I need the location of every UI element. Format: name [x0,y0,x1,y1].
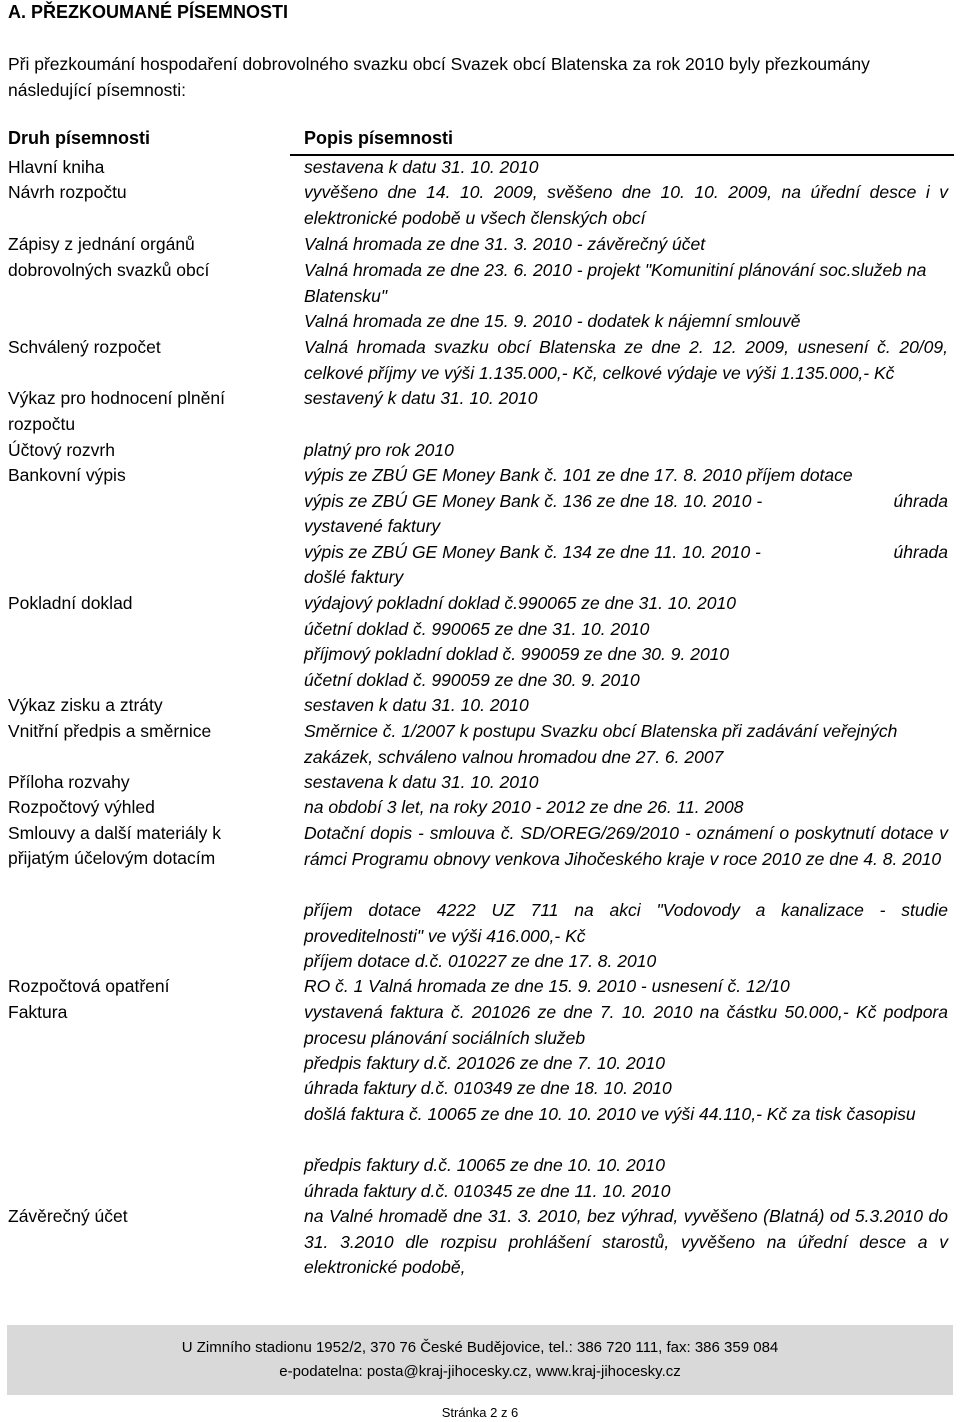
label-uctovy-rozvrh: Účtový rozvrh [8,440,115,460]
label-faktura: Faktura [8,1002,68,1022]
section-heading: A. PŘEZKOUMANÉ PÍSEMNOSTI [8,2,289,22]
page-number: Stránka 2 z 6 [441,1405,519,1420]
desc-zaverecny-ucet: na Valné hromadě dne 31. 3. 2010, bez výhrad, vyvěšeno (Blatná) od 5.3.2010 do 31. 3.2010 dle rozpisu prohlášení starostů, vyvěšeno na úřední desce a v elektronické podobě, [304,1206,948,1278]
desc-bank-vypis-101: výpis ze ZBÚ GE Money Bank č. 101 ze dne 17. 8. 2010 příjem dotace [304,465,853,485]
desc-smlouvy-prijem-dotace: příjem dotace 4222 UZ 711 na akci "Vodovody a kanalizace - studie proveditelnosti" ve výši 416.000,- Kč [304,900,948,946]
label-vykaz-plneni-line1: Výkaz pro hodnocení plnění [8,388,225,408]
label-vykaz-zisku: Výkaz zisku a ztráty [8,695,163,715]
label-schvaleny-rozpocet: Schválený rozpočet [8,337,161,357]
desc-hlavni-kniha: sestavena k datu 31. 10. 2010 [304,157,539,177]
label-smlouvy-line1: Smlouvy a další materiály k [8,823,221,843]
label-hlavni-kniha: Hlavní kniha [8,157,105,177]
label-bankovni-vypis: Bankovní výpis [8,465,126,485]
footer-address: U Zimního stadionu 1952/2, 370 76 České Budějovice, tel.: 386 720 111, fax: 386 359 084 [181,1339,779,1356]
column-header-description: Popis písemnosti [304,128,454,148]
label-rozpoctova-opatreni: Rozpočtová opatření [8,976,170,996]
desc-bank-vypis-134-cont: došlé faktury [304,567,404,587]
label-rozpoctovy-vyhled: Rozpočtový výhled [8,797,155,817]
desc-pokladni-doklad-3: příjmový pokladní doklad č. 990059 ze dne 30. 9. 2010 [304,644,730,664]
desc-faktura-uhrada-2: úhrada faktury d.č. 010345 ze dne 11. 10. 2010 [304,1181,671,1201]
desc-faktura-predpis-2: předpis faktury d.č. 10065 ze dne 10. 10. 2010 [304,1155,665,1175]
intro-paragraph: Při přezkoumání hospodaření dobrovolného svazku obcí Svazek obcí Blatenska za rok 2010 byly přezkoumány následující písemnosti: [8,54,870,100]
desc-priloha-rozvahy: sestavena k datu 31. 10. 2010 [304,772,539,792]
label-vnitrni-predpis: Vnitřní předpis a směrnice [8,721,212,741]
label-zapisy-line2: dobrovolných svazků obcí [8,260,210,280]
label-priloha-rozvahy: Příloha rozvahy [8,772,130,792]
desc-vykaz-zisku: sestaven k datu 31. 10. 2010 [304,695,529,715]
label-zaverecny-ucet: Závěrečný účet [8,1206,128,1226]
desc-schvaleny-rozpocet: Valná hromada svazku obcí Blatenska ze dne 2. 12. 2009, usnesení č. 20/09, celkové příjmy ve výši 1.135.000,- Kč, celkové výdaje ve výši 1.135.000,- Kč [304,337,948,383]
label-navrh-rozpoctu: Návrh rozpočtu [8,182,127,202]
desc-faktura-dosla: došlá faktura č. 10065 ze dne 10. 10. 2010 ve výši 44.110,- Kč za tisk časopisu [304,1104,916,1124]
desc-bank-vypis-136-uhrada: úhrada [893,491,948,511]
bank-row-134 [304,540,948,566]
desc-zapisy-valna-hromada-1: Valná hromada ze dne 31. 3. 2010 - závěrečný účet [304,234,706,254]
bank-row-136 [304,489,948,515]
column-header-type: Druh písemnosti [8,128,151,148]
label-vykaz-plneni-line2: rozpočtu [8,414,76,434]
label-pokladni-doklad: Pokladní doklad [8,593,133,613]
desc-faktura-uhrada-1: úhrada faktury d.č. 010349 ze dne 18. 10. 2010 [304,1078,672,1098]
desc-faktura-predpis-1: předpis faktury d.č. 201026 ze dne 7. 10. 2010 [304,1053,665,1073]
desc-rozpoctova-opatreni: RO č. 1 Valná hromada ze dne 15. 9. 2010 - usnesení č. 12/10 [304,976,790,996]
desc-pokladni-doklad-2: účetní doklad č. 990065 ze dne 31. 10. 2010 [304,619,650,639]
label-zapisy-line1: Zápisy z jednání orgánů [8,234,195,254]
desc-faktura-vystavena: vystavená faktura č. 201026 ze dne 7. 10. 2010 na částku 50.000,- Kč podpora procesu plánování sociálních služeb [304,1002,948,1048]
desc-vykaz-plneni: sestavený k datu 31. 10. 2010 [304,388,538,408]
desc-bank-vypis-136: výpis ze ZBÚ GE Money Bank č. 136 ze dne 18. 10. 2010 - [304,491,763,511]
desc-zapisy-valna-hromada-2: Valná hromada ze dne 23. 6. 2010 - projekt "Komunitiní plánování soc.služeb na Blatensku" [304,260,927,306]
label-smlouvy-line2: přijatým účelovým dotacím [8,848,216,868]
desc-bank-vypis-136-cont: vystavené faktury [304,516,441,536]
footer-bar [7,1325,953,1395]
desc-pokladni-doklad-4: účetní doklad č. 990059 ze dne 30. 9. 2010 [304,670,640,690]
desc-bank-vypis-134: výpis ze ZBÚ GE Money Bank č. 134 ze dne 11. 10. 2010 - [304,542,761,562]
desc-pokladni-doklad-1: výdajový pokladní doklad č.990065 ze dne 31. 10. 2010 [304,593,736,613]
desc-bank-vypis-134-uhrada: úhrada [893,542,948,562]
desc-navrh-rozpoctu: vyvěšeno dne 14. 10. 2009, svěšeno dne 10. 10. 2009, na úřední desce i v elektronické podobě u všech členských obcí [304,182,948,228]
desc-uctovy-rozvrh: platný pro rok 2010 [304,440,454,460]
desc-vnitrni-predpis: Směrnice č. 1/2007 k postupu Svazku obcí Blatenska při zadávání veřejných zakázek, schváleno valnou hromadou dne 27. 6. 2007 [304,721,898,767]
desc-zapisy-valna-hromada-3: Valná hromada ze dne 15. 9. 2010 - dodatek k nájemní smlouvě [304,311,801,331]
desc-smlouvy-prijem-dotace-dc: příjem dotace d.č. 010227 ze dne 17. 8. 2010 [304,951,657,971]
footer-contact: e-podatelna: posta@kraj-jihocesky.cz, www.kraj-jihocesky.cz [279,1363,681,1380]
desc-rozpoctovy-vyhled: na období 3 let, na roky 2010 - 2012 ze dne 26. 11. 2008 [304,797,744,817]
desc-smlouvy-dotacni-dopis: Dotační dopis - smlouva č. SD/OREG/269/2010 - oznámení o poskytnutí dotace v rámci Programu obnovy venkova Jihočeského kraje v roce 2010 ze dne 4. 8. 2010 [304,823,948,869]
